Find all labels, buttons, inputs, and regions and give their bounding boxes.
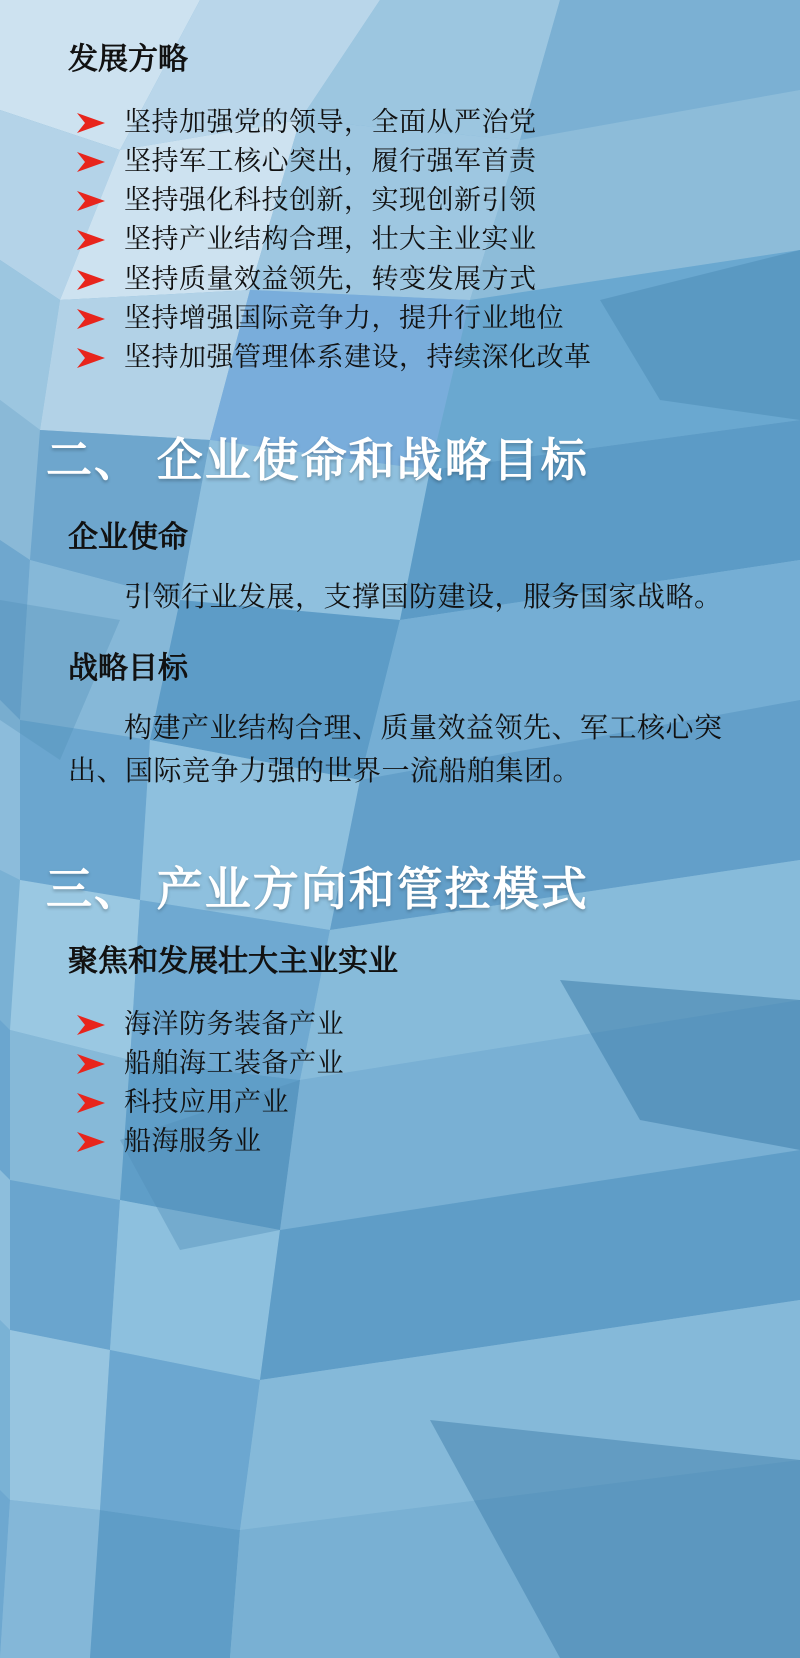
section-heading-mission-and-goal: 二、 企业使命和战略目标 xyxy=(46,433,589,486)
section-heading-industry-direction: 三、 产业方向和管控模式 xyxy=(46,863,589,916)
list-item xyxy=(0,103,800,142)
list-industry-direction xyxy=(0,1005,800,1162)
list-item xyxy=(0,181,800,220)
list-item xyxy=(0,1122,800,1161)
subheading-focus-core-business: 聚焦和发展壮大主业实业 xyxy=(68,944,398,978)
arrow-bullet-icon xyxy=(76,269,106,291)
list-item xyxy=(0,299,800,338)
list-item-label: 坚持增强国际竞争力，提升行业地位 xyxy=(124,302,564,334)
arrow-bullet-icon xyxy=(76,347,106,369)
list-item-label: 坚持强化科技创新，实现创新引领 xyxy=(124,185,537,217)
list-item xyxy=(0,142,800,181)
arrow-bullet-icon xyxy=(76,1092,106,1114)
list-item xyxy=(0,338,800,377)
list-item xyxy=(0,1005,800,1044)
list-development-strategy xyxy=(0,103,800,377)
subheading-strategic-goal: 战略目标 xyxy=(68,651,188,685)
list-item xyxy=(0,220,800,259)
list-item xyxy=(0,260,800,299)
list-item-label: 科技应用产业 xyxy=(124,1086,289,1118)
arrow-bullet-icon xyxy=(76,1014,106,1036)
subheading-enterprise-mission: 企业使命 xyxy=(68,521,188,555)
list-item-label: 坚持产业结构合理，壮大主业实业 xyxy=(124,224,537,256)
list-item-label: 坚持质量效益领先，转变发展方式 xyxy=(124,263,537,295)
arrow-bullet-icon xyxy=(76,112,106,134)
arrow-bullet-icon xyxy=(76,308,106,330)
list-item-label: 坚持军工核心突出，履行强军首责 xyxy=(124,146,537,178)
list-item xyxy=(0,1044,800,1083)
arrow-bullet-icon xyxy=(76,190,106,212)
arrow-bullet-icon xyxy=(76,151,106,173)
list-item-label: 船舶海工装备产业 xyxy=(124,1047,344,1079)
list-item-label: 坚持加强党的领导，全面从严治党 xyxy=(124,107,537,138)
list-item xyxy=(0,1083,800,1122)
arrow-bullet-icon xyxy=(76,229,106,251)
list-item-label: 海洋防务装备产业 xyxy=(124,1008,344,1040)
list-item-label: 坚持加强管理体系建设，持续深化改革 xyxy=(124,341,592,373)
list-item-label: 船海服务业 xyxy=(124,1125,262,1157)
paragraph-strategic-goal: 构建产业结构合理、质量效益领先、军工核心突出、国际竞争力强的世界一流船舶集团。 xyxy=(68,710,723,787)
arrow-bullet-icon xyxy=(76,1131,106,1153)
arrow-bullet-icon xyxy=(76,1053,106,1075)
subheading-development-strategy: 发展方略 xyxy=(68,43,188,76)
paragraph-enterprise-mission: 引领行业发展，支撑国防建设，服务国家战略。 xyxy=(124,580,723,614)
